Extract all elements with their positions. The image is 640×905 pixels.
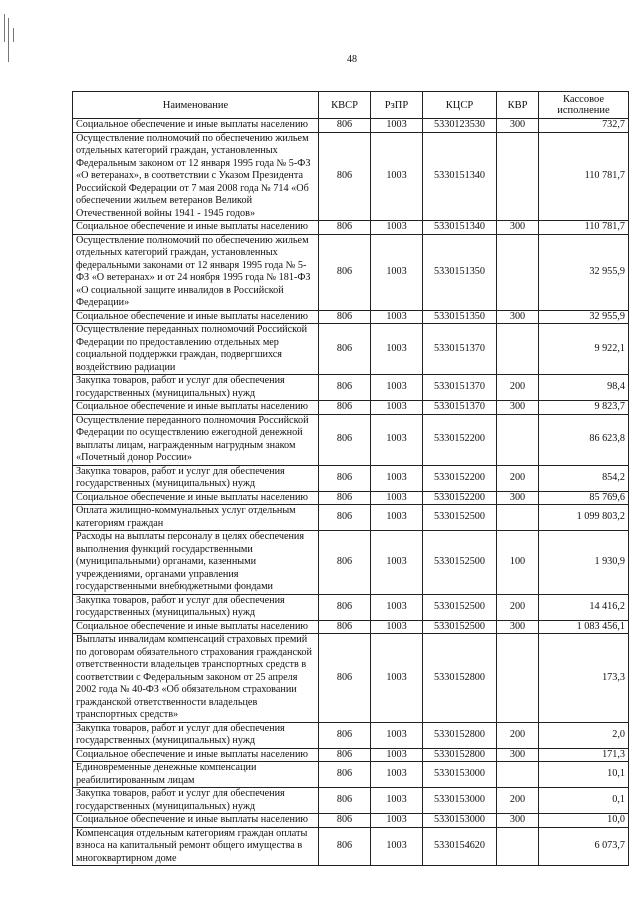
cell-amount: 0,1 <box>539 788 629 814</box>
cell-kcsr: 5330152500 <box>423 505 497 531</box>
cell-name: Социальное обеспечение и иные выплаты населению <box>73 310 319 324</box>
cell-amount: 9 922,1 <box>539 324 629 375</box>
cell-kvr: 300 <box>497 221 539 235</box>
cell-kcsr: 5330152800 <box>423 748 497 762</box>
cell-kvsr: 806 <box>319 324 371 375</box>
cell-kvr: 200 <box>497 375 539 401</box>
header-kvr: КВР <box>497 92 539 119</box>
cell-amount: 10,1 <box>539 762 629 788</box>
cell-kvsr: 806 <box>319 620 371 634</box>
cell-kvsr: 806 <box>319 788 371 814</box>
cell-amount: 9 823,7 <box>539 401 629 415</box>
cell-kvsr: 806 <box>319 748 371 762</box>
table-row <box>73 505 629 531</box>
cell-kcsr: 5330153000 <box>423 788 497 814</box>
cell-kcsr: 5330152500 <box>423 594 497 620</box>
cell-rzpr: 1003 <box>371 324 423 375</box>
table-row <box>73 401 629 415</box>
table-row <box>73 414 629 465</box>
cell-kvsr: 806 <box>319 414 371 465</box>
cell-kcsr: 5330151350 <box>423 234 497 310</box>
cell-kvsr: 806 <box>319 401 371 415</box>
cell-amount: 32 955,9 <box>539 310 629 324</box>
cell-amount: 2,0 <box>539 722 629 748</box>
cell-kvsr: 806 <box>319 375 371 401</box>
cell-name: Социальное обеспечение и иные выплаты населению <box>73 620 319 634</box>
cell-name: Осуществление полномочий по обеспечению жильем отдельных категорий граждан, установленных федеральными законами от 12 января 1995 года № 5-ФЗ «О ветеранах» и от 24 ноября 1995 года № 181-ФЗ «О социальной защите инвалидов в Российской Федерации» <box>73 234 319 310</box>
cell-rzpr: 1003 <box>371 762 423 788</box>
cell-kcsr: 5330152500 <box>423 620 497 634</box>
cell-kvsr: 806 <box>319 221 371 235</box>
cell-kcsr: 5330153000 <box>423 814 497 828</box>
header-name: Наименование <box>73 92 319 119</box>
cell-name: Закупка товаров, работ и услуг для обеспечения государственных (муниципальных) нужд <box>73 722 319 748</box>
cell-kvr: 300 <box>497 748 539 762</box>
header-rzpr: РзПР <box>371 92 423 119</box>
cell-amount: 1 099 803,2 <box>539 505 629 531</box>
cell-kvr <box>497 132 539 221</box>
cell-name: Закупка товаров, работ и услуг для обеспечения государственных (муниципальных) нужд <box>73 788 319 814</box>
table-row <box>73 620 629 634</box>
cell-kcsr: 5330152200 <box>423 414 497 465</box>
cell-kvr: 200 <box>497 788 539 814</box>
cell-name: Выплаты инвалидам компенсаций страховых премий по договорам обязательного страхования гражданской ответственности владельцев транспортных средств в соответствии с Федеральным законом от 25 апреля 2002 года № 40-ФЗ «Об обязательном страховании гражданской ответственности владельцев транспортных средств» <box>73 634 319 723</box>
cell-kvr: 200 <box>497 465 539 491</box>
cell-kvsr: 806 <box>319 234 371 310</box>
cell-rzpr: 1003 <box>371 465 423 491</box>
cell-amount: 6 073,7 <box>539 827 629 866</box>
cell-kvr: 200 <box>497 594 539 620</box>
cell-rzpr: 1003 <box>371 722 423 748</box>
cell-kvr <box>497 234 539 310</box>
cell-rzpr: 1003 <box>371 491 423 505</box>
cell-kvsr: 806 <box>319 465 371 491</box>
header-kvsr: КВСР <box>319 92 371 119</box>
table-row <box>73 814 629 828</box>
cell-amount: 1 930,9 <box>539 531 629 595</box>
cell-kvr <box>497 414 539 465</box>
table-row <box>73 748 629 762</box>
cell-rzpr: 1003 <box>371 310 423 324</box>
cell-kvsr: 806 <box>319 132 371 221</box>
table-row <box>73 221 629 235</box>
cell-kvr: 300 <box>497 401 539 415</box>
cell-kvsr: 806 <box>319 827 371 866</box>
cell-kcsr: 5330152800 <box>423 722 497 748</box>
cell-rzpr: 1003 <box>371 827 423 866</box>
cell-amount: 32 955,9 <box>539 234 629 310</box>
cell-kvr <box>497 762 539 788</box>
cell-kvr: 300 <box>497 814 539 828</box>
cell-kvsr: 806 <box>319 310 371 324</box>
table-row <box>73 119 629 133</box>
cell-amount: 98,4 <box>539 375 629 401</box>
cell-amount: 732,7 <box>539 119 629 133</box>
cell-kcsr: 5330151340 <box>423 221 497 235</box>
cell-name: Социальное обеспечение и иные выплаты населению <box>73 748 319 762</box>
cell-kcsr: 5330151350 <box>423 310 497 324</box>
cell-name: Социальное обеспечение и иные выплаты населению <box>73 221 319 235</box>
cell-name: Оплата жилищно-коммунальных услуг отдельным категориям граждан <box>73 505 319 531</box>
table-row <box>73 132 629 221</box>
cell-amount: 86 623,8 <box>539 414 629 465</box>
cell-amount: 85 769,6 <box>539 491 629 505</box>
table-row <box>73 634 629 723</box>
cell-name: Закупка товаров, работ и услуг для обеспечения государственных (муниципальных) нужд <box>73 465 319 491</box>
cell-kcsr: 5330152800 <box>423 634 497 723</box>
cell-rzpr: 1003 <box>371 788 423 814</box>
cell-kvr <box>497 505 539 531</box>
table-row <box>73 788 629 814</box>
cell-kcsr: 5330151340 <box>423 132 497 221</box>
cell-rzpr: 1003 <box>371 375 423 401</box>
cell-name: Закупка товаров, работ и услуг для обеспечения государственных (муниципальных) нужд <box>73 594 319 620</box>
cell-rzpr: 1003 <box>371 132 423 221</box>
cell-rzpr: 1003 <box>371 594 423 620</box>
table-header-row <box>73 92 629 119</box>
table-row <box>73 531 629 595</box>
cell-rzpr: 1003 <box>371 814 423 828</box>
cell-name: Осуществление полномочий по обеспечению жильем отдельных категорий граждан, установленных Федеральным законом от 12 января 1995 года № 5-ФЗ «О ветеранах», в соответствии с Указом Президента Российской Федерации от 7 мая 2008 года № 714 «Об обеспечении жильем ветеранов Великой Отечественной войны 1941 - 1945 годов» <box>73 132 319 221</box>
cell-kvr: 200 <box>497 722 539 748</box>
cell-name: Компенсация отдельным категориям граждан оплаты взноса на капитальный ремонт общего имущества в многоквартирном доме <box>73 827 319 866</box>
cell-rzpr: 1003 <box>371 531 423 595</box>
cell-amount: 14 416,2 <box>539 594 629 620</box>
cell-kvsr: 806 <box>319 531 371 595</box>
table-row <box>73 491 629 505</box>
table-row <box>73 722 629 748</box>
cell-kvsr: 806 <box>319 594 371 620</box>
cell-rzpr: 1003 <box>371 634 423 723</box>
table-row <box>73 375 629 401</box>
cell-name: Социальное обеспечение и иные выплаты населению <box>73 814 319 828</box>
cell-rzpr: 1003 <box>371 414 423 465</box>
cell-name: Осуществление переданного полномочия Российской Федерации по осуществлению ежегодной денежной выплаты лицам, награжденным нагрудным знаком «Почетный донор России» <box>73 414 319 465</box>
cell-amount: 110 781,7 <box>539 221 629 235</box>
cell-kvr: 300 <box>497 310 539 324</box>
table-row <box>73 594 629 620</box>
cell-kcsr: 5330123530 <box>423 119 497 133</box>
cell-kcsr: 5330152200 <box>423 465 497 491</box>
cell-kvsr: 806 <box>319 634 371 723</box>
cell-kvr: 300 <box>497 119 539 133</box>
cell-rzpr: 1003 <box>371 748 423 762</box>
cell-name: Закупка товаров, работ и услуг для обеспечения государственных (муниципальных) нужд <box>73 375 319 401</box>
cell-amount: 173,3 <box>539 634 629 723</box>
cell-kvsr: 806 <box>319 491 371 505</box>
cell-kvsr: 806 <box>319 762 371 788</box>
cell-kvr <box>497 634 539 723</box>
cell-kvr <box>497 324 539 375</box>
cell-kcsr: 5330151370 <box>423 401 497 415</box>
cell-kcsr: 5330154620 <box>423 827 497 866</box>
cell-kvsr: 806 <box>319 722 371 748</box>
budget-table <box>72 91 629 866</box>
cell-kvsr: 806 <box>319 505 371 531</box>
header-amount: Кассовое исполнение <box>539 92 629 119</box>
cell-kvr: 300 <box>497 620 539 634</box>
cell-amount: 1 083 456,1 <box>539 620 629 634</box>
cell-name: Социальное обеспечение и иные выплаты населению <box>73 401 319 415</box>
cell-amount: 110 781,7 <box>539 132 629 221</box>
cell-name: Расходы на выплаты персоналу в целях обеспечения выполнения функций государственными (муниципальными) органами, казенными учреждениями, органами управления государственными внебюджетными фондами <box>73 531 319 595</box>
table-row <box>73 310 629 324</box>
cell-name: Социальное обеспечение и иные выплаты населению <box>73 491 319 505</box>
header-kcsr: КЦСР <box>423 92 497 119</box>
cell-kvr <box>497 827 539 866</box>
cell-kcsr: 5330152200 <box>423 491 497 505</box>
cell-kvr: 100 <box>497 531 539 595</box>
cell-amount: 854,2 <box>539 465 629 491</box>
cell-rzpr: 1003 <box>371 401 423 415</box>
cell-name: Осуществление переданных полномочий Российской Федерации по предоставлению отдельных мер социальной поддержки граждан, подвергшихся воздействию радиации <box>73 324 319 375</box>
cell-rzpr: 1003 <box>371 505 423 531</box>
cell-kcsr: 5330152500 <box>423 531 497 595</box>
cell-kcsr: 5330151370 <box>423 375 497 401</box>
cell-kvsr: 806 <box>319 814 371 828</box>
cell-kvsr: 806 <box>319 119 371 133</box>
cell-name: Единовременные денежные компенсации реабилитированным лицам <box>73 762 319 788</box>
page-number: 48 <box>347 54 357 65</box>
table-row <box>73 234 629 310</box>
cell-rzpr: 1003 <box>371 620 423 634</box>
cell-rzpr: 1003 <box>371 234 423 310</box>
table-row <box>73 762 629 788</box>
cell-kvr: 300 <box>497 491 539 505</box>
table-row <box>73 827 629 866</box>
table-row <box>73 465 629 491</box>
cell-kcsr: 5330151370 <box>423 324 497 375</box>
cell-amount: 10,0 <box>539 814 629 828</box>
cell-rzpr: 1003 <box>371 119 423 133</box>
cell-kcsr: 5330153000 <box>423 762 497 788</box>
table-row <box>73 324 629 375</box>
cell-rzpr: 1003 <box>371 221 423 235</box>
cell-name: Социальное обеспечение и иные выплаты населению <box>73 119 319 133</box>
cell-amount: 171,3 <box>539 748 629 762</box>
